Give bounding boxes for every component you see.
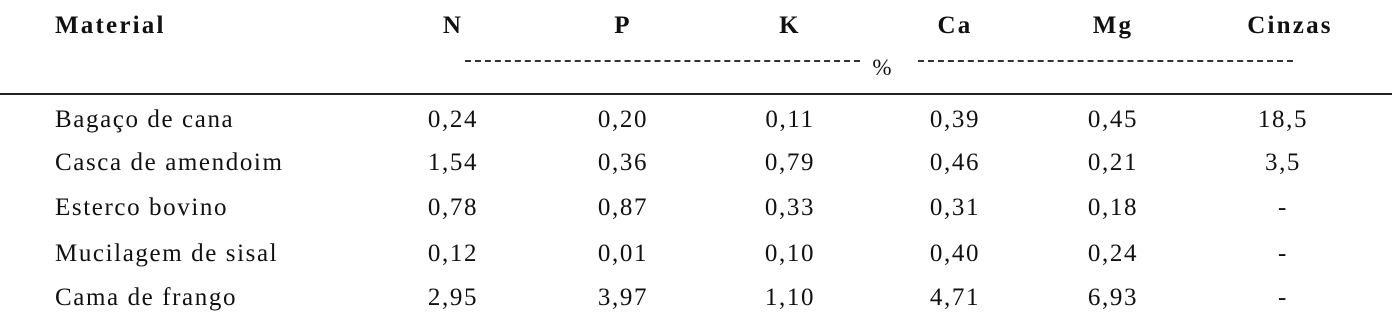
header-p: P <box>614 12 632 39</box>
row-3-p: 0,87 <box>597 194 649 221</box>
header-rule <box>0 93 1392 95</box>
row-3-k: 0,33 <box>764 194 816 221</box>
row-2-mg: 0,21 <box>1087 149 1139 176</box>
row-2-k: 0,79 <box>764 149 816 176</box>
row-5-k: 1,10 <box>764 284 816 311</box>
row-4-cinzas: - <box>1278 240 1288 267</box>
unit-spanner-left <box>465 60 860 62</box>
row-3-n: 0,78 <box>427 194 479 221</box>
header-material: Material <box>55 12 166 39</box>
row-2-p: 0,36 <box>597 149 649 176</box>
header-mg: Mg <box>1092 12 1134 39</box>
row-4-n: 0,12 <box>427 240 479 267</box>
unit-spanner-right <box>918 60 1293 62</box>
row-1-ca: 0,39 <box>929 106 981 133</box>
row-1-n: 0,24 <box>427 106 479 133</box>
row-2-ca: 0,46 <box>929 149 981 176</box>
header-cinzas: Cinzas <box>1247 12 1333 39</box>
row-5-material: Cama de frango <box>55 284 238 311</box>
row-1-mg: 0,45 <box>1087 106 1139 133</box>
row-5-mg: 6,93 <box>1087 284 1139 311</box>
row-1-material: Bagaço de cana <box>55 106 235 133</box>
row-2-cinzas: 3,5 <box>1264 149 1302 176</box>
row-4-material: Mucilagem de sisal <box>55 240 279 267</box>
row-1-p: 0,20 <box>597 106 649 133</box>
row-3-cinzas: - <box>1278 194 1288 221</box>
row-4-k: 0,10 <box>764 240 816 267</box>
row-1-k: 0,11 <box>765 106 815 133</box>
header-n: N <box>442 12 464 39</box>
row-5-ca: 4,71 <box>929 284 981 311</box>
row-5-p: 3,97 <box>597 284 649 311</box>
row-5-cinzas: - <box>1278 284 1288 311</box>
row-1-cinzas: 18,5 <box>1257 106 1309 133</box>
unit-label: % <box>872 55 892 80</box>
header-k: K <box>779 12 801 39</box>
header-ca: Ca <box>937 12 973 39</box>
row-4-mg: 0,24 <box>1087 240 1139 267</box>
row-4-ca: 0,40 <box>929 240 981 267</box>
row-3-mg: 0,18 <box>1087 194 1139 221</box>
row-5-n: 2,95 <box>427 284 479 311</box>
row-2-material: Casca de amendoim <box>55 149 284 176</box>
row-2-n: 1,54 <box>427 149 479 176</box>
row-3-ca: 0,31 <box>929 194 981 221</box>
row-3-material: Esterco bovino <box>55 194 229 221</box>
row-4-p: 0,01 <box>597 240 649 267</box>
